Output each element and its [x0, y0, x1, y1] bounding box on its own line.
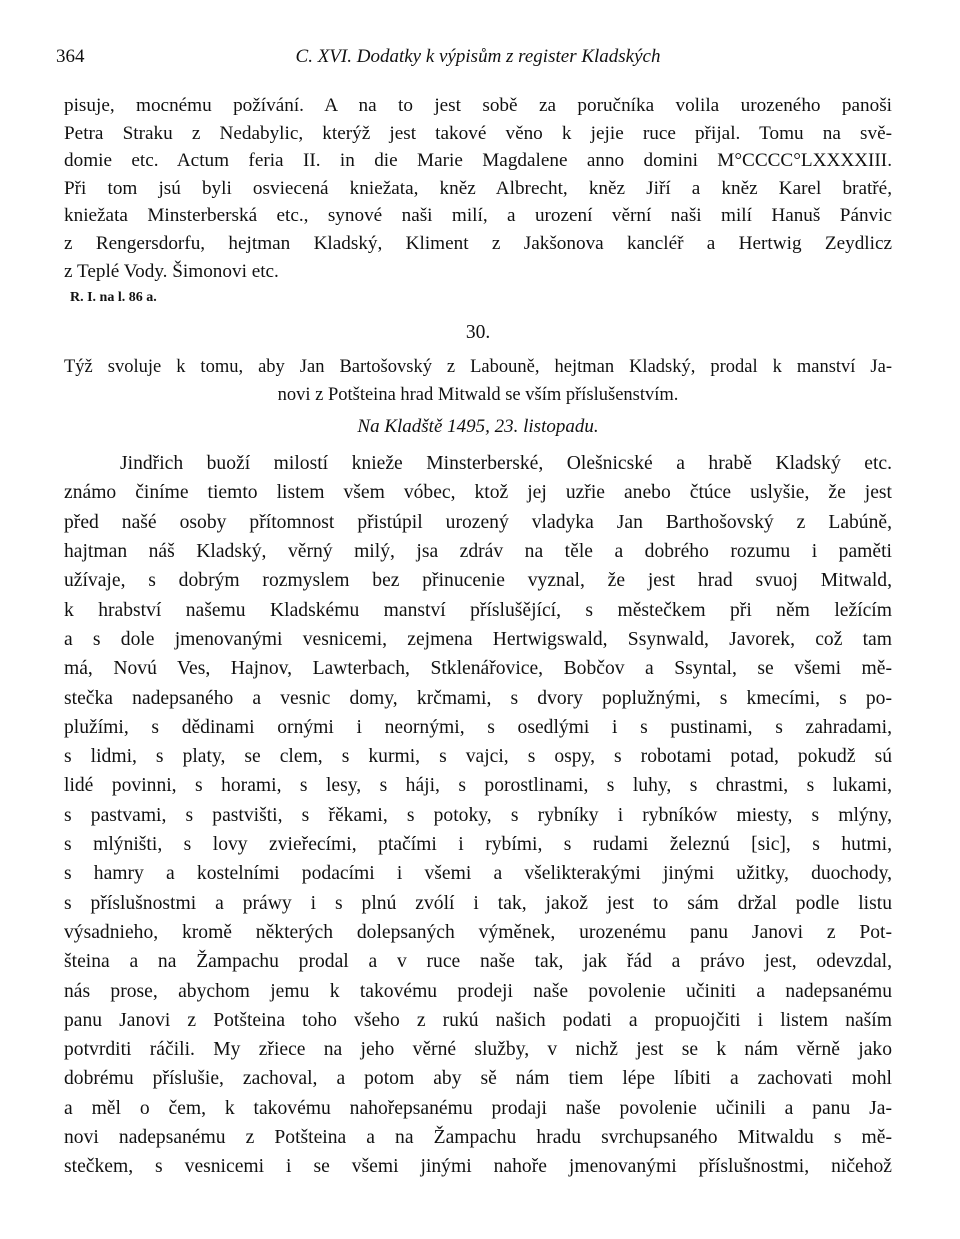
- text-line: novi nadepsanému z Potšteina a na Žampachu hradu svrchupsaného Mitwaldu s mě-: [64, 1126, 892, 1148]
- document-dateline: Na Kladště 1495, 23. listopadu.: [357, 416, 599, 438]
- text-line: z Teplé Vody. Šimonovi etc.: [64, 260, 279, 282]
- source-reference: R. I. na l. 86 a.: [70, 290, 157, 306]
- text-line: pisuje, mocnému požívání. A na to jest sobě za poručníka volila urozeného panoši: [64, 95, 892, 116]
- text-line: domie etc. Actum feria II. in die Marie Magdalene anno domini M°CCCC°LXXXXIII.: [64, 150, 892, 172]
- document-summary: [64, 353, 892, 409]
- page-number: 364: [56, 46, 85, 67]
- summary-line: novi z Potšteina hrad Mitwald se vším příslušenstvím.: [277, 385, 679, 406]
- text-line: dobrému příslušie, zachoval, a potom aby sě nám tiem lépe líbiti a zachovati mohl: [64, 1068, 892, 1090]
- text-line: plužími, s dědinami ornými i neornými, s osedlými i s pustinami, s zahradami,: [64, 716, 892, 738]
- text-line: Petra Straku z Nedabylic, kterýž jest takové věno k jejie ruce přijal. Tomu na svě-: [64, 122, 892, 144]
- text-line: výsadnieho, kromě některých dolepsaných výměnek, urozenému panu Janovi z Pot-: [64, 921, 892, 943]
- text-line: šteina a na Žampachu prodal a v ruce naše tak, jak řád a právo jest, odevzdal,: [64, 951, 892, 973]
- text-line: má, Novú Ves, Hajnov, Lawterbach, Stklenářovice, Bobčov a Ssyntal, se všemi mě-: [64, 658, 892, 680]
- text-line: s příslušnostmi a práwy i s plnú zvólí i tak, jakož jest to sám držal podle listu: [64, 892, 892, 914]
- text-line: panu Janovi z Potšteina toho všeho z rukú našich podati a propuojčiti i listem naším: [64, 1009, 892, 1031]
- text-line: hajtman náš Kladský, věrný milý, jsa zdráv na těle a dobrého rozumu i paměti: [64, 541, 892, 563]
- text-line: Při tom jsú byli osviecená kniežata, kněz Albrecht, kněz Jiří a kněz Karel bratřé,: [64, 177, 892, 199]
- text-line: stečkem, s vesnicemi i se všemi jinými nahoře jmenovanými příslušnostmi, ničehož: [64, 1156, 892, 1178]
- text-line: stečka nadepsaného a vesnic domy, krčmami, s dvory poplužnými, s kmecími, s po-: [64, 687, 892, 709]
- text-line: potvrditi ráčili. My zřiece na jeho věrné služby, v nichž jest se k nám věrně jako: [64, 1039, 892, 1061]
- running-title: C. XVI. Dodatky k výpisům z register Kladských: [295, 46, 661, 67]
- text-line: k hrabství našemu Kladskému manství příslušějící, s městečkem při něm ležícím: [64, 599, 892, 621]
- text-line: a s dole jmenovanými vesnicemi, zejmena Hertwigswald, Ssynwald, Javorek, což tam: [64, 628, 892, 650]
- running-header: [56, 46, 892, 74]
- summary-line: Týž svoluje k tomu, aby Jan Bartošovský z Labouně, hejtman Kladský, prodal k manství Ja-: [64, 357, 892, 378]
- text-line: kniežata Minsterberská etc., synové naši milí, a urození věrní naši milí Hanuš Pánvic: [64, 205, 892, 227]
- text-line: a měl o čem, k takovému nahořepsanému prodaji naše povolenie učinili a panu Ja-: [64, 1097, 892, 1119]
- text-line: před našé osoby přítomnost přistúpil urozený vladyka Jan Barthošovský z Labúně,: [64, 511, 892, 533]
- text-line: s lidmi, s platy, se clem, s kurmi, s vajci, s ospy, s robotami potad, pokudž sú: [64, 746, 892, 768]
- document-page: [56, 46, 892, 1182]
- charter-text: [64, 449, 892, 1181]
- preceding-paragraph: [64, 92, 892, 285]
- text-line: z Rengersdorfu, hejtman Kladský, Kliment z Jakšonova kancléř a Hertwig Zeydlicz: [64, 232, 892, 254]
- text-line: užívaje, s dobrým rozmyslem bez přinucenie vyznal, že jest hrad svuoj Mitwald,: [64, 570, 892, 592]
- text-line: s mlýništi, s lovy zvieřecími, ptačími i rybími, s rudami železnú [sic], s hutmi,: [64, 834, 892, 856]
- text-line: nás prose, abychom jemu k takovému prodeji naše povolenie učiniti a nadepsanému: [64, 980, 892, 1002]
- text-line: Jindřich buoží milostí knieže Minsterberské, Olešnicské a hrabě Kladský etc.: [120, 453, 892, 475]
- text-line: lidé povinni, s horami, s lesy, s háji, s porostlinami, s luhy, s chrastmi, s lukami,: [64, 775, 892, 797]
- text-line: známo činíme tiemto listem všem vóbec, ktož jej uzřie anebo čtúce uslyšie, že jest: [64, 482, 892, 504]
- text-line: s pastvami, s pastvišti, s řěkami, s potoky, s rybníky i rybníków miesty, s mlýny,: [64, 804, 892, 826]
- document-number: 30.: [465, 322, 491, 344]
- text-line: s hamry a kostelními podacími i všemi a všelikterakými jinými užitky, duochody,: [64, 863, 892, 885]
